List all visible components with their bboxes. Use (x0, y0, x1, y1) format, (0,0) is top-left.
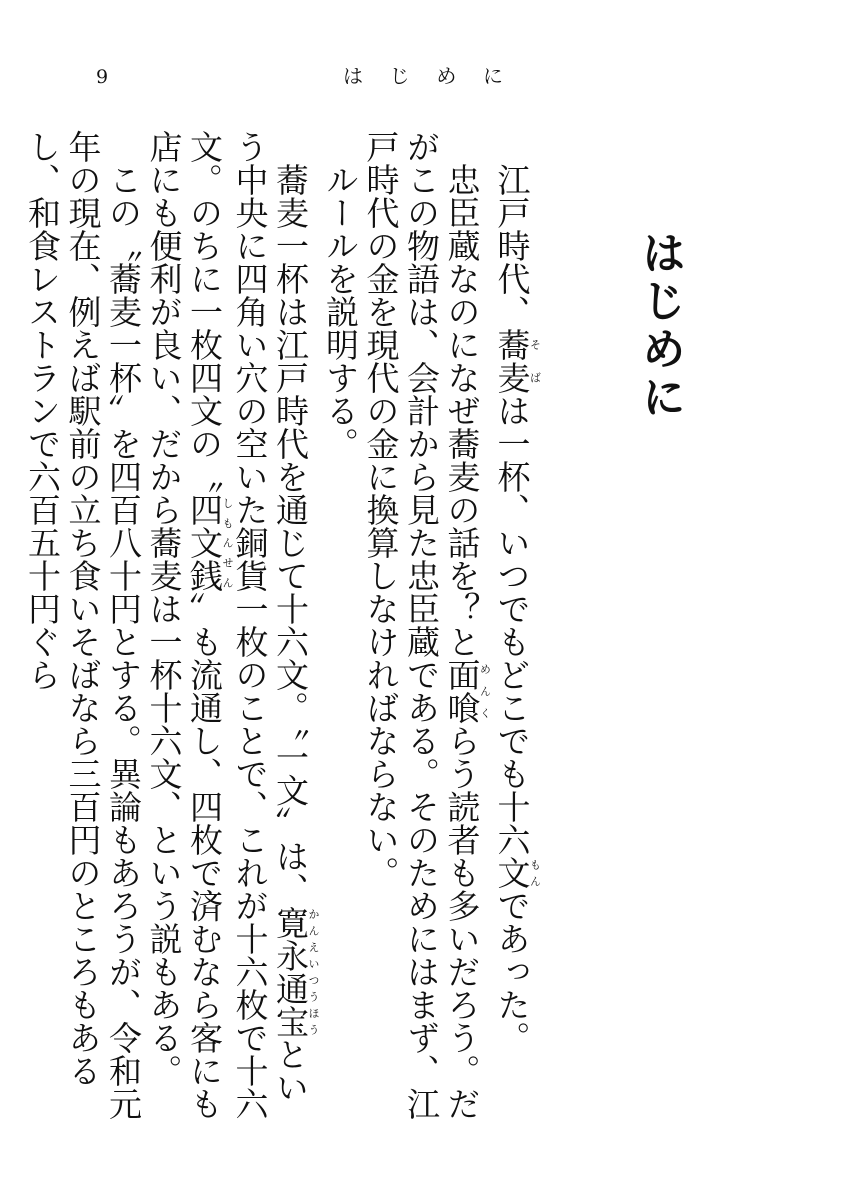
paragraph (491, 130, 541, 1130)
ruby-word (185, 493, 234, 592)
text-run: 〟も流通し、四枚で済むなら客にも店にも便利が良い、だから蕎麦は一杯十六文、という説もある。 (144, 130, 224, 1120)
running-head-char: は (343, 64, 363, 88)
text-run: 江戸時代、 (492, 163, 532, 328)
ruby-base: 面喰 (442, 658, 482, 724)
running-head-char: め (436, 64, 457, 88)
ruby-base: 四文銭 (185, 493, 224, 592)
text-run: は一杯、いつでもどこでも十六 (492, 394, 532, 856)
paragraph (143, 130, 320, 1130)
paragraph (320, 130, 361, 1130)
ruby-reading: もん (528, 856, 541, 889)
ruby-base: 文 (492, 856, 532, 889)
paragraph (22, 130, 144, 1130)
ruby-word (442, 658, 492, 724)
text-run: ルールを説明する。 (321, 163, 360, 460)
ruby-base: 蕎麦 (492, 328, 532, 394)
running-head-char: に (482, 64, 503, 88)
text-run: という中央に四角い穴の空いた銅貨一枚のことで、これが十六枚で十六文。のちに一枚四文の〝 (185, 130, 310, 1120)
text-run: であった。 (492, 889, 532, 1054)
ruby-reading: めんく (478, 658, 492, 724)
ruby-word (271, 905, 320, 1038)
text-run: 蕎麦一杯は江戸時代を通じて十六文。〝一文〟は、 (271, 163, 310, 906)
text-run: この〝蕎麦一杯〟を四百八十円とする。異論もあろうが、令和元年の現在、例えば駅前の立ち食いそばなら三百円のところもあるし、和食レストランで六百五十円ぐら (23, 130, 143, 1120)
body-text (22, 130, 542, 1130)
chapter-title: はじめに (634, 230, 685, 422)
ruby-word (492, 328, 541, 394)
text-run: 忠臣蔵なのになぜ蕎麦の話を？と (442, 163, 482, 658)
ruby-reading: そば (528, 328, 541, 394)
paragraph (360, 130, 491, 1130)
text-run: らう読者も多いだろう。だがこの物語は、会計から見た忠臣蔵である。そのためにはまず、江戸時代の金を現代の金に換算しなければならない。 (361, 130, 482, 1120)
ruby-base: 寛永通宝 (271, 905, 310, 1038)
ruby-reading: かんえいつうほう (307, 905, 320, 1038)
ruby-reading: しもんせん (221, 493, 234, 592)
running-head (343, 66, 503, 86)
running-head-char: じ (389, 64, 410, 88)
ruby-word (492, 856, 541, 889)
page-number: 9 (96, 66, 109, 88)
